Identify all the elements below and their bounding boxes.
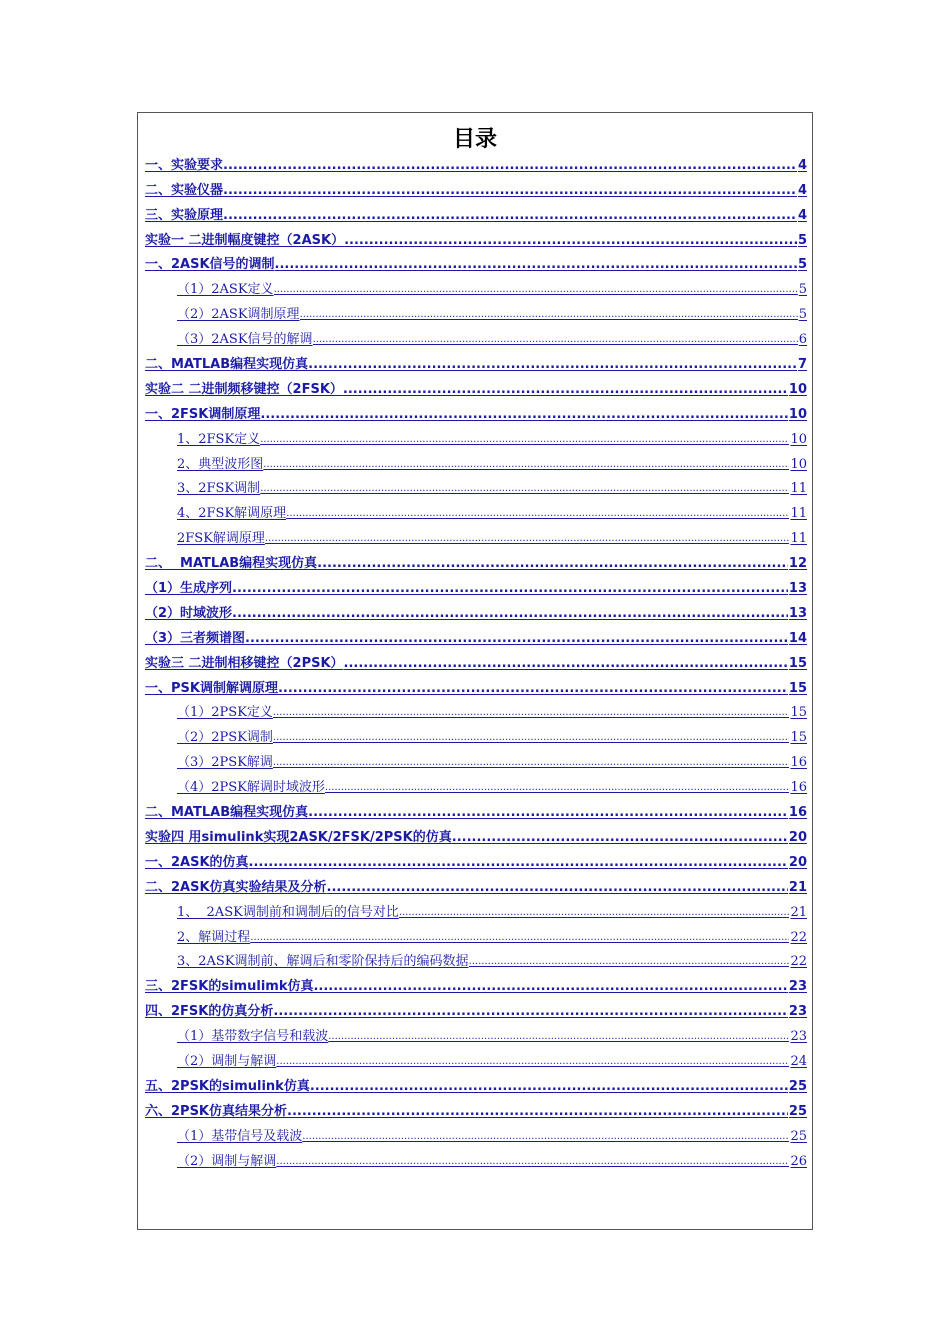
toc-entry-page: 23 xyxy=(788,1004,807,1020)
toc-leader-dots xyxy=(223,158,797,174)
toc-entry-label: 三、实验原理 xyxy=(145,207,224,223)
toc-leader-dots xyxy=(308,805,788,821)
toc-entry-page: 20 xyxy=(788,854,807,870)
toc-entry-label: 实验一 二进制幅度键控（2ASK） xyxy=(145,232,345,248)
toc-leader-dots xyxy=(286,506,789,522)
toc-entry[interactable] xyxy=(177,771,807,796)
toc-entry[interactable] xyxy=(177,896,807,921)
toc-entry-label: 一、实验要求 xyxy=(145,157,224,173)
toc-entry-label: 3、2FSK调制 xyxy=(177,481,261,497)
toc-leader-dots xyxy=(274,282,798,298)
toc-entry-label: （3）三者频谱图 xyxy=(145,630,246,646)
toc-entry-label: （1）2ASK定义 xyxy=(177,282,274,298)
toc-entry-label: 一、2ASK的仿真 xyxy=(145,854,249,870)
toc-entry-label: 六、2PSK仿真结果分析 xyxy=(145,1103,288,1119)
toc-title: 目录 xyxy=(452,127,497,152)
toc-leader-dots xyxy=(223,208,797,224)
toc-leader-dots xyxy=(260,407,788,423)
toc-leader-dots xyxy=(276,1154,789,1170)
toc-leader-dots xyxy=(260,432,789,448)
toc-entry-page: 22 xyxy=(790,929,807,945)
toc-entry[interactable] xyxy=(145,174,807,199)
toc-entry[interactable] xyxy=(145,348,807,373)
toc-leader-dots xyxy=(313,979,787,995)
toc-entry[interactable] xyxy=(145,970,807,995)
toc-leader-dots xyxy=(302,1129,789,1145)
toc-entry[interactable] xyxy=(145,149,807,174)
toc-entry[interactable] xyxy=(145,672,807,697)
toc-entry[interactable] xyxy=(177,921,807,946)
toc-entry[interactable] xyxy=(145,398,807,423)
toc-entry-label: 3、2ASK调制前、解调后和零阶保持后的编码数据 xyxy=(177,954,469,970)
toc-entry-page: 4 xyxy=(797,207,807,223)
toc-entry-page: 15 xyxy=(788,680,807,696)
toc-entry[interactable] xyxy=(145,373,807,398)
toc-entry-page: 5 xyxy=(797,257,807,273)
toc-leader-dots xyxy=(313,332,798,348)
toc-entry-label: 一、PSK调制解调原理 xyxy=(145,680,278,696)
toc-leader-dots xyxy=(273,705,790,721)
toc-entry-page: 25 xyxy=(788,1103,807,1119)
toc-leader-dots xyxy=(245,631,788,647)
toc-entry-page: 11 xyxy=(790,531,807,547)
toc-entry-label: （2）2ASK调制原理 xyxy=(177,307,300,323)
toc-entry-label: （1）基带数字信号和载波 xyxy=(177,1029,329,1045)
toc-entry-page: 11 xyxy=(790,506,807,522)
toc-entry-page: 15 xyxy=(790,730,807,746)
toc-entry[interactable] xyxy=(145,796,807,821)
toc-entry[interactable] xyxy=(177,746,807,771)
toc-entry-label: 实验二 二进制频移键控（2FSK） xyxy=(145,381,343,397)
toc-entry-page: 4 xyxy=(797,157,807,173)
toc-entry-label: 三、2FSK的simulimk仿真 xyxy=(145,979,314,995)
toc-entry[interactable] xyxy=(177,522,807,547)
toc-entry[interactable] xyxy=(177,697,807,722)
toc-leader-dots xyxy=(344,233,797,249)
toc-leader-dots xyxy=(249,855,788,871)
toc-entry-label: （4）2PSK解调时域波形 xyxy=(177,780,325,796)
toc-entry-label: 1、2FSK定义 xyxy=(177,431,261,447)
toc-entry-label: （2）调制与解调 xyxy=(177,1053,277,1069)
toc-leader-dots xyxy=(263,457,789,473)
toc-entry-page: 20 xyxy=(788,829,807,845)
toc-entry[interactable] xyxy=(177,1145,807,1170)
toc-leader-dots xyxy=(327,880,788,896)
toc-entry[interactable] xyxy=(177,497,807,522)
toc-entry-page: 22 xyxy=(790,954,807,970)
toc-entry-label: 五、2PSK的simulink仿真 xyxy=(145,1078,310,1094)
toc-entry-page: 11 xyxy=(790,481,807,497)
toc-entry-page: 5 xyxy=(798,307,807,323)
toc-entry-label: 四、2FSK的仿真分析 xyxy=(145,1004,274,1020)
toc-entry-label: 二、2ASK仿真实验结果及分析 xyxy=(145,879,327,895)
toc-entry-page: 25 xyxy=(788,1078,807,1094)
toc-entry-page: 16 xyxy=(790,780,807,796)
toc-entry[interactable] xyxy=(145,249,807,274)
toc-leader-dots xyxy=(276,1054,789,1070)
toc-entry-page: 7 xyxy=(797,357,807,373)
toc-entry-label: 一、2FSK调制原理 xyxy=(145,406,261,422)
toc-leader-dots xyxy=(250,930,789,946)
toc-entry-page: 5 xyxy=(797,232,807,248)
toc-leader-dots xyxy=(308,357,797,373)
toc-entry-page: 15 xyxy=(790,705,807,721)
toc-entry[interactable] xyxy=(177,473,807,498)
toc-entry[interactable] xyxy=(145,1095,807,1120)
toc-entry-page: 10 xyxy=(790,431,807,447)
toc-leader-dots xyxy=(223,183,797,199)
toc-entry[interactable] xyxy=(177,721,807,746)
toc-entry-label: （1）基带信号及载波 xyxy=(177,1128,303,1144)
toc-entry[interactable] xyxy=(177,1045,807,1070)
toc-entry-label: 2、典型波形图 xyxy=(177,456,264,472)
toc-entry-page: 10 xyxy=(788,381,807,397)
toc-entry[interactable] xyxy=(145,572,807,597)
toc-entry-label: 一、2ASK信号的调制 xyxy=(145,257,275,273)
toc-leader-dots xyxy=(273,730,790,746)
toc-entry-label: 1、 2ASK调制前和调制后的信号对比 xyxy=(177,904,399,920)
toc-entry-label: （3）2PSK解调 xyxy=(177,755,273,771)
toc-entry-page: 14 xyxy=(788,630,807,646)
toc-leader-dots xyxy=(399,905,790,921)
toc-entry-page: 16 xyxy=(788,805,807,821)
toc-leader-dots xyxy=(265,531,790,547)
toc-entry[interactable] xyxy=(177,1020,807,1045)
toc-entry-page: 13 xyxy=(788,605,807,621)
toc-leader-dots xyxy=(260,481,789,497)
toc-entry-label: 2FSK解调原理 xyxy=(177,531,265,547)
toc-entry[interactable] xyxy=(145,224,807,249)
toc-entry-page: 13 xyxy=(788,581,807,597)
toc-entry[interactable] xyxy=(145,821,807,846)
toc-entry[interactable] xyxy=(145,871,807,896)
toc-entry-label: 实验三 二进制相移键控（2PSK） xyxy=(145,655,344,671)
toc-leader-dots xyxy=(232,581,788,597)
toc-entry-page: 23 xyxy=(788,979,807,995)
toc-entry[interactable] xyxy=(145,647,807,672)
toc-entry[interactable] xyxy=(177,1120,807,1145)
toc-entry[interactable] xyxy=(145,547,807,572)
toc-leader-dots xyxy=(344,656,788,672)
toc-leader-dots xyxy=(287,1104,788,1120)
toc-entry-label: 二、实验仪器 xyxy=(145,182,224,198)
toc-entry-page: 15 xyxy=(788,655,807,671)
toc-entry-page: 21 xyxy=(790,904,807,920)
toc-leader-dots xyxy=(275,257,797,273)
toc-entry-label: （1）生成序列 xyxy=(145,581,233,597)
toc-leader-dots xyxy=(310,1079,788,1095)
toc-entry-label: 二、MATLAB编程实现仿真 xyxy=(145,805,309,821)
toc-leader-dots xyxy=(452,830,788,846)
toc-entry-page: 25 xyxy=(790,1128,807,1144)
toc-entry[interactable] xyxy=(145,622,807,647)
toc-entry[interactable] xyxy=(145,199,807,224)
toc-entry-page: 10 xyxy=(788,406,807,422)
toc-entry-label: （2）时域波形 xyxy=(145,605,233,621)
toc-entry[interactable] xyxy=(145,846,807,871)
toc-entry[interactable] xyxy=(177,423,807,448)
toc-leader-dots xyxy=(300,307,798,323)
toc-leader-dots xyxy=(317,556,788,572)
toc-entry[interactable] xyxy=(177,298,807,323)
toc-list xyxy=(145,149,807,1170)
toc-entry-label: （2）2PSK调制 xyxy=(177,730,273,746)
toc-entry-page: 24 xyxy=(790,1053,807,1069)
toc-leader-dots xyxy=(232,606,788,622)
toc-entry[interactable] xyxy=(177,273,807,298)
toc-entry-page: 26 xyxy=(790,1153,807,1169)
toc-leader-dots xyxy=(278,681,788,697)
toc-entry-label: （3）2ASK信号的解调 xyxy=(177,332,313,348)
toc-entry[interactable] xyxy=(145,1070,807,1095)
toc-entry[interactable] xyxy=(177,448,807,473)
toc-leader-dots xyxy=(328,1029,789,1045)
toc-entry-label: 2、解调过程 xyxy=(177,929,251,945)
toc-entry-label: 二、MATLAB编程实现仿真 xyxy=(145,357,309,373)
toc-entry-page: 21 xyxy=(788,879,807,895)
toc-leader-dots xyxy=(273,1004,788,1020)
toc-entry-page: 4 xyxy=(797,182,807,198)
toc-entry[interactable] xyxy=(145,597,807,622)
toc-entry[interactable] xyxy=(177,323,807,348)
toc-entry-page: 5 xyxy=(798,282,807,298)
toc-leader-dots xyxy=(469,954,790,970)
toc-entry-label: 4、2FSK解调原理 xyxy=(177,506,287,522)
toc-entry-label: （2）调制与解调 xyxy=(177,1153,277,1169)
toc-entry[interactable] xyxy=(177,946,807,971)
toc-entry-label: 二、 MATLAB编程实现仿真 xyxy=(145,556,318,572)
toc-leader-dots xyxy=(343,382,788,398)
toc-leader-dots xyxy=(273,755,790,771)
toc-leader-dots xyxy=(325,780,790,796)
toc-entry-page: 23 xyxy=(790,1029,807,1045)
toc-entry-page: 16 xyxy=(790,755,807,771)
toc-entry[interactable] xyxy=(145,995,807,1020)
toc-entry-page: 12 xyxy=(788,556,807,572)
toc-entry-label: （1）2PSK定义 xyxy=(177,705,273,721)
toc-entry-page: 10 xyxy=(790,456,807,472)
toc-entry-label: 实验四 用simulink实现2ASK/2FSK/2PSK的仿真 xyxy=(145,829,452,845)
toc-entry-page: 6 xyxy=(798,332,807,348)
